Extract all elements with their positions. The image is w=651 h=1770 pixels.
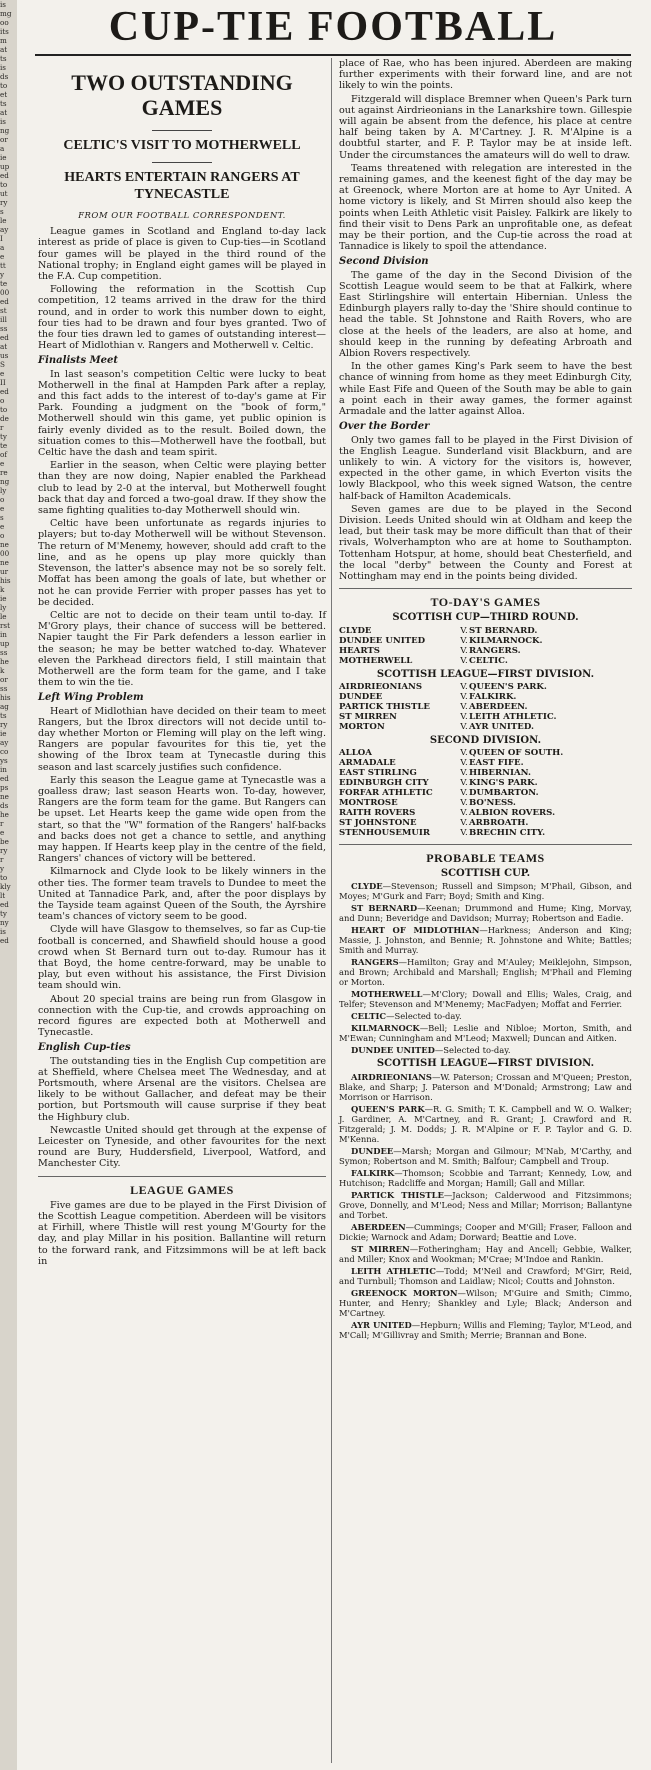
edge-fragment: of [0,450,7,459]
paragraph: Kilmarnock and Clyde look to be likely winners in the other ties. The former team travels to Dundee to meet the United at Tannadice Park, and, after the poor displays by the Tayside team against Queen of the South, the Ayrshire team's chances of victory seem to be good. [38,866,326,923]
edge-fragment: ss [0,324,8,333]
edge-fragment: to [0,405,8,414]
team-lineup [339,1146,632,1166]
edge-fragment: ed [0,297,9,306]
team-lineup [339,1244,632,1264]
fixture-row [339,646,632,656]
versus-mark: V. [460,701,468,712]
edge-fragment: ss [0,684,8,693]
edge-fragment: ag [0,702,9,711]
players: —Selected to-day. [434,1045,511,1056]
edge-fragment: ps [0,783,9,792]
fixture-row [339,808,632,818]
paragraph: Following the reformation in the Scottish Cup competition, 12 teams arrived in the draw for the third round, and in order to work this number down to eight, four ties had to be drawn and four byes granted. Two of the four ties drawn led to games of outstanding interest—Heart of Midlothian v. Rangers and Motherwell v. Celtic. [38,284,326,352]
versus-mark: V. [460,757,468,768]
paragraph: Only two games fall to be played in the First Division of the English League. Sunderland visit Blackburn, and are unlikely to win. A victory for the visitors is, however, expected in the other game, in which Everton visits the lowly Blackpool, who this week signed Watson, the centre half-back of Hamilton Academicals. [339,434,632,502]
fixture-row [339,798,632,808]
paragraph: Early this season the League game at Tynecastle was a goalless draw; last season Hearts won. To-day, however, Rangers are the form team for the game. But Rangers can be upset. Let Hearts keep the game wide open from the start, so that the "W" formation of the Rangers' half-backs and backs does not get a chance to settle, and anything may happen. If Hearts keep play in the centre of the field, Rangers' chances of victory will be bettered. [38,774,326,865]
edge-fragment: is [0,927,6,936]
home-team: STENHOUSEMUIR [339,827,431,838]
players: —Bell; Leslie and Nibloe; Morton, Smith, and M'Ewan; Cunningham and M'Leod; Maxwell; Duncan and Aitken. [339,1023,632,1044]
edge-fragment: r [0,819,4,828]
edge-fragment: at [0,342,8,351]
versus-mark: V. [460,691,468,702]
players: —Cummings; Cooper and M'Gill; Fraser, Falloon and Dickie; Warnock and Adam; Dorward; Beattie and Love. [339,1221,632,1242]
edge-fragment: up [0,639,10,648]
banner-title: CUP-TIE FOOTBALL [108,4,558,50]
edge-fragment: e [0,828,5,837]
edge-fragment: te [0,441,8,450]
home-team: ST MIRREN [339,711,397,722]
versus-mark: V. [460,655,468,666]
paragraph: Clyde will have Glasgow to themselves, so far as Cup-tie football is concerned, and Shawfield should house a good crowd when St Bernard turn out to-day. Rumour has it that Boyd, the home centre-forward, may be unable to play, but even without his assistance, the First Division team should win. [38,924,326,992]
edge-fragment: et [0,90,8,99]
edge-fragment: at [0,45,8,54]
edge-fragment: ay [0,225,9,234]
edge-fragment: o [0,396,5,405]
versus-mark: V. [460,625,468,636]
paragraph: Earlier in the season, when Celtic were playing better than they are now doing, Napier enabled the Parkhead club to lead by 2-0 at the interval, but Motherwell fought back that day and forced a two-goal draw. If they show the same fighting qualities to-day Motherwell should win. [38,460,326,517]
home-team: ALLOA [339,747,372,758]
fixture-row [339,748,632,758]
team-lineup [339,1045,632,1055]
edge-fragment: his [0,576,11,585]
fixture-row [339,818,632,828]
team-name: PARTICK THISTLE [351,1189,444,1200]
fixture-row [339,758,632,768]
paragraph: Teams threatened with relegation are interested in the remaining games, and the keenest fight of the day may be at Greenock, where Morton are at home to Ayr United. A home victory is likely, and St Mirren should also keep the points when Leith Athletic visit Paisley. Falkirk are likely to find their visit to Dens Park an unprofitable one, as defeat may be their portion, and the Cup-tie across the road at Tannadice is likely to spoil the attendance. [339,162,632,253]
edge-fragment: to [0,873,8,882]
edge-fragment: y [0,864,5,873]
clipped-adjacent-column [0,0,18,1770]
edge-fragment: in [0,630,7,639]
fixture-row [339,636,632,646]
players: —Selected to-day. [386,1011,462,1022]
edge-fragment: y [0,270,5,279]
league-games-heading: LEAGUE GAMES [130,1182,234,1197]
edge-fragment: e [0,504,5,513]
away-team: QUEEN OF SOUTH. [469,747,564,758]
edge-fragment: mg [0,9,12,18]
rule [152,162,212,163]
probable-teams-heading: PROBABLE TEAMS [426,850,545,865]
team-name: QUEEN'S PARK [351,1103,425,1114]
edge-fragment: le [0,612,7,621]
edge-fragment: ay [0,738,9,747]
home-team: PARTICK THISTLE [339,701,430,712]
edge-fragment: us [0,351,9,360]
team-lineup [339,1266,632,1286]
edge-fragment: or [0,135,8,144]
section-heading: English Cup-ties [38,1042,131,1054]
paragraph: place of Rae, who has been injured. Aberdeen are making further experiments with their forward line, and are not likely to win the points. [339,58,632,92]
home-team: MOTHERWELL [339,655,413,666]
edge-fragment: ry [0,198,8,207]
paragraph: Celtic are not to decide on their team until to-day. If M'Grory plays, their chance of success will be bettered. Napier taught the Fir Park defenders a lesson earlier in the season; he may be better watched to-day. Whatever eleven the Parkhead directors field, I still maintain that Motherwell are the form team for the game, and I take them to win the tie. [38,609,326,689]
fixture-row [339,788,632,798]
paragraph: Fitzgerald will displace Bremner when Queen's Park turn out against Airdrieonians in the Lanarkshire town. Gillespie will again be absent from the defence, his place at centre half being taken by A. M'Cartney. J. R. M'Alpine is a doubtful starter, and F. P. Taylor may be at inside left. Under the circumstances the amateurs will do well to draw. [339,93,632,161]
edge-fragment: e [0,252,5,261]
edge-fragment: e [0,522,5,531]
edge-fragment: ts [0,711,7,720]
fixture-group-heading: SECOND DIVISION. [429,734,542,746]
away-team: KILMARNOCK. [469,635,543,646]
fixture-list-cup [339,626,632,666]
edge-fragment: o [0,495,5,504]
team-name: ST BERNARD [351,903,418,914]
subheadline-1: CELTIC'S VISIT TO MOTHERWELL [63,138,301,153]
edge-fragment: ty [0,909,7,918]
home-team: DUNDEE UNITED [339,635,426,646]
fixture-row [339,682,632,692]
edge-fragment: o [0,531,5,540]
players: —Jackson; Calderwood and Fitzsimmons; Grove, Donnelly, and M'Leod; Ness and Millar; Morrison; Ballantyne and Torbet. [339,1189,633,1220]
column-rule [331,58,332,1763]
paragraph: In the other games King's Park seem to have the best chance of winning from home as they meet Edinburgh City, while East Fife and Queen of the South may be able to gain a point each in their away games, the former against Armadale and the latter against Alloa. [339,361,632,418]
team-name: AIRDRIEONIANS [351,1071,432,1082]
players: —Stevenson; Russell and Simpson; M'Phail, Gibson, and Moyes; M'Gurk and Farr; Boyd; Smith and King. [339,881,632,902]
team-lineup [339,989,632,1009]
edge-fragment: lt [0,891,6,900]
right-column [339,58,632,1342]
edge-fragment: II [0,378,6,387]
players: —Thomson; Scobbie and Tarrant; Kennedy, Low, and Hutchison; Radcliffe and Morgan; Hamill; Gall and Millar. [339,1167,632,1188]
players: —Hepburn; Willis and Fleming; Taylor, M'Leod, and M'Call; M'Gillivray and Smith; Merrie; Brannan and Bone. [339,1319,632,1340]
home-team: MORTON [339,721,385,732]
edge-fragment: re [0,468,8,477]
team-list-cup [339,881,632,1055]
team-lineup [339,1011,632,1021]
edge-fragment: k [0,585,5,594]
edge-fragment: ry [0,846,8,855]
banner [35,2,631,56]
team-name: ST MIRREN [351,1243,410,1254]
edge-fragment: he [0,810,9,819]
paragraph: The game of the day in the Second Division of the Scottish League would seem to be that at Falkirk, where East Stirlingshire will entertain Hibernian. Unless the Edinburgh players rally to-day the 'Shire should continue to head the table. St Johnstone and Raith Rovers, who are close at the heels of the leaders, are also at home, and should keep in the running by defeating Arbroath and Albion Rovers respectively. [339,269,632,360]
edge-fragment: ts [0,99,7,108]
team-name: GREENOCK MORTON [351,1287,458,1298]
team-name: HEART OF MIDLOTHIAN [351,925,480,936]
fixture-list-second-division [339,748,632,838]
edge-fragment: r [0,855,4,864]
edge-fragment: ed [0,387,9,396]
players: —Wilson; M'Guire and Smith; Cimmo, Hunter, and Henry; Shankley and Lyle; Black; Anderson and M'Cartney. [339,1287,632,1318]
team-lineup [339,1320,632,1340]
team-name: DUNDEE [351,1145,394,1156]
edge-fragment: a [0,144,5,153]
edge-fragment: is [0,117,6,126]
fixture-row [339,626,632,636]
team-name: AYR UNITED [351,1319,412,1330]
home-team: CLYDE [339,625,372,636]
edge-fragment: s [0,207,4,216]
edge-fragment: S [0,360,5,369]
away-team: FALKIRK. [469,691,517,702]
team-lineup [339,903,632,923]
fixture-row [339,722,632,732]
edge-fragment: tt [0,261,6,270]
todays-games-heading: TO-DAY'S GAMES [430,595,541,610]
versus-mark: V. [460,797,468,808]
edge-fragment: ng [0,477,10,486]
team-lineup [339,1168,632,1188]
newspaper-page [17,0,651,1770]
edge-fragment: his [0,693,11,702]
edge-fragment: ne [0,558,9,567]
subheadline-2: HEARTS ENTERTAIN RANGERS AT TYNECASTLE [64,170,300,202]
team-lineup [339,1072,632,1102]
edge-fragment: ty [0,432,7,441]
section-heading: Left Wing Problem [38,692,144,704]
edge-fragment: ie [0,153,7,162]
home-team: DUNDEE [339,691,383,702]
away-team: ALBION ROVERS. [469,807,556,818]
paragraph: The outstanding ties in the English Cup competition are at Sheffield, where Chelsea meet The Wednesday, and at Portsmouth, where Arsenal are the visitors. Chelsea are likely to be without Gallacher, and defeat may be their portion, but Portsmouth will cause surprise if they beat the Highbury club. [38,1055,326,1123]
edge-fragment: oo [0,18,9,27]
away-team: DUMBARTON. [469,787,539,798]
paragraph: Newcastle United should get through at the expense of Leicester on Tyneside, and other favourites for the next round are Bury, Huddersfield, Liverpool, Watford, and Manchester City. [38,1124,326,1170]
edge-fragment: ds [0,801,9,810]
edge-fragment: in [0,765,7,774]
team-name: CLYDE [351,881,383,892]
edge-fragment: ts [0,54,7,63]
paragraph: Seven games are due to be played in the Second Division. Leeds United should win at Oldham and keep the lead, but their task may be more difficult than that of their rivals, Wolverhampton who are at home to Southampton. Tottenham Hotspur, at home, should beat Chesterfield, and the local "derby" between the County and Forest at Nottingham may end in the points being divided. [339,503,632,582]
players: —Harkness; Anderson and King; Massie, J. Johnston, and Bennie; R. Johnstone and White; Battles; Smith and Murray. [339,925,633,956]
fixture-row [339,712,632,722]
team-name: ABERDEEN [351,1221,406,1232]
team-name: CELTIC [351,1011,387,1022]
home-team: MONTROSE [339,797,398,808]
fixture-row [339,702,632,712]
edge-fragment: ly [0,603,7,612]
away-team: EAST FIFE. [469,757,524,768]
away-team: CELTIC. [469,655,508,666]
edge-fragment: ed [0,900,9,909]
separator [38,1176,326,1177]
fixture-row [339,768,632,778]
teams-group-heading: SCOTTISH CUP. [440,868,531,880]
section-heading: Over the Border [339,421,430,433]
edge-fragment: ds [0,72,9,81]
edge-fragment: 00 [0,288,10,297]
edge-fragment: 00 [0,549,10,558]
home-team: FORFAR ATHLETIC [339,787,433,798]
versus-mark: V. [460,827,468,838]
away-team: HIBERNIAN. [469,767,531,778]
away-team: KING'S PARK. [469,777,538,788]
team-lineup [339,1190,632,1220]
home-team: HEARTS [339,645,380,656]
rule [152,130,212,131]
away-team: ST BERNARD. [469,625,538,636]
edge-fragment: e [0,369,5,378]
edge-fragment: ie [0,594,7,603]
edge-fragment: st [0,306,7,315]
players: —Keenan; Drummond and Hume; King, Morvay, and Dunn; Beveridge and Davidson; Murray; Robertson and Eadie. [339,903,632,924]
edge-fragment: ed [0,774,9,783]
left-column [38,58,326,1269]
edge-fragment: ly [0,486,7,495]
fixture-group-heading: SCOTTISH LEAGUE—FIRST DIVISION. [376,668,595,680]
paragraph: Celtic have been unfortunate as regards injuries to players; but to-day Motherwell will be without Stevenson. The return of M'Menemy, however, should add craft to the line, and as he opens up play more quickly than Stevenson, the latter's absence may not be so sorely felt. Moffat has been among the goals of late, but whether or not he can provide Ferrier with proper passes has yet to be decided. [38,518,326,608]
byline: FROM OUR FOOTBALL CORRESPONDENT. [78,211,286,221]
players: —Hamilton; Gray and M'Auley; Meiklejohn, Simpson, and Brown; Archibald and Marshall; English; M'Phail and Fleming or Morton. [339,957,632,988]
players: —Marsh; Morgan and Gilmour; M'Nab, M'Carthy, and Symon; Robertson and M. Smith; Balfour; Campbell and Troup. [339,1145,632,1166]
edge-fragment: k [0,666,5,675]
team-lineup [339,1104,632,1144]
team-name: RANGERS [351,957,399,968]
versus-mark: V. [460,635,468,646]
paragraph: About 20 special trains are being run from Glasgow in connection with the Cup-tie, and crowds approaching on record figures are expected both at Motherwell and Tynecastle. [38,993,326,1039]
team-name: DUNDEE UNITED [351,1045,435,1056]
edge-fragment: kly [0,882,11,891]
players: —Todd; M'Neil and Crawford; M'Girr, Reid, and Turnbull; Thomson and Laidlaw; Nicol; Coutts and Johnston. [339,1265,632,1286]
versus-mark: V. [460,787,468,798]
players: —W. Paterson; Crossan and M'Queen; Preston, Blake, and Sharp; J. Paterson and M'Donald; Armstrong; Law and Morrison or Harrison. [339,1071,632,1102]
edge-fragment: te [0,279,8,288]
edge-fragment: ne [0,792,9,801]
team-name: MOTHERWELL [351,989,423,1000]
headline: TWO OUTSTANDING GAMES [71,70,293,120]
team-lineup [339,1023,632,1043]
edge-fragment: m [0,36,7,45]
home-team: ST JOHNSTONE [339,817,417,828]
fixture-row [339,656,632,666]
away-team: AYR UNITED. [469,721,534,732]
team-list-league [339,1072,632,1340]
team-name: KILMARNOCK [351,1023,420,1034]
edge-fragment: ed [0,333,9,342]
edge-fragment: ed [0,171,9,180]
edge-fragment: ur [0,567,9,576]
players: —M'Clory; Dowall and Ellis; Wales, Craig, and Telfer; Stevenson and M'Menemy; MacFadyen; Moffat and Ferrier. [339,989,632,1010]
versus-mark: V. [460,721,468,732]
versus-mark: V. [460,711,468,722]
fixture-row [339,778,632,788]
fixture-row [339,828,632,838]
paragraph: Five games are due to be played in the First Division of the Scottish League competition. Aberdeen will be visitors at Firhill, where Thistle will rest young M'Gourty for the day, and play Millar in his position. Ballantine will return to the forward rank, and Fitzsimmons will be at left back in [38,1199,326,1267]
edge-fragment: ny [0,918,9,927]
edge-fragment: le [0,216,7,225]
away-team: ABERDEEN. [469,701,528,712]
edge-fragment: ry [0,720,8,729]
paragraph: In last season's competition Celtic were lucky to beat Motherwell in the final at Hampden Park after a replay, and this fact adds to the interest of to-day's game at Fir Park. Founding a judgment on the "book of form," Motherwell should win this game, yet public opinion is fairly evenly divided as to the result. Boiled down, the situation comes to this—Motherwell have the football, but Celtic have the dash and team spirit. [38,368,326,459]
players: —Fotheringham; Hay and Ancell; Gebbie, Walker, and Miller; Knox and Wookman; M'Crae; M'Indoe and Rankin. [339,1243,632,1264]
edge-fragment: up [0,162,10,171]
team-lineup [339,1288,632,1318]
edge-fragment: de [0,414,9,423]
away-team: QUEEN'S PARK. [469,681,547,692]
versus-mark: V. [460,681,468,692]
edge-fragment: ys [0,756,8,765]
edge-fragment: a [0,243,5,252]
team-lineup [339,1222,632,1242]
team-lineup [339,925,632,955]
away-team: BRECHIN CITY. [469,827,546,838]
team-lineup [339,957,632,987]
team-name: LEITH ATHLETIC [351,1265,436,1276]
edge-fragment: r [0,423,4,432]
home-team: ARMADALE [339,757,396,768]
versus-mark: V. [460,807,468,818]
edge-fragment: co [0,747,9,756]
versus-mark: V. [460,817,468,828]
versus-mark: V. [460,645,468,656]
separator [339,588,632,589]
edge-fragment: ie [0,729,7,738]
away-team: LEITH ATHLETIC. [469,711,557,722]
edge-fragment: ss [0,648,8,657]
edge-fragment: to [0,180,8,189]
home-team: EAST STIRLING [339,767,417,778]
away-team: RANGERS. [469,645,521,656]
teams-group-heading: SCOTTISH LEAGUE—FIRST DIVISION. [376,1058,595,1070]
away-team: ARBROATH. [469,817,529,828]
versus-mark: V. [460,767,468,778]
edge-fragment: to [0,81,8,90]
versus-mark: V. [460,747,468,758]
edge-fragment: ng [0,126,10,135]
section-heading: Second Division [339,256,429,268]
away-team: BO'NESS. [469,797,516,808]
edge-fragment: its [0,27,9,36]
edge-fragment: e [0,459,5,468]
edge-fragment: ed [0,936,9,945]
home-team: RAITH ROVERS [339,807,416,818]
edge-fragment: he [0,657,9,666]
edge-fragment: be [0,837,9,846]
versus-mark: V. [460,777,468,788]
edge-fragment: or [0,675,8,684]
edge-fragment: s [0,513,4,522]
players: —R. G. Smith; T. K. Campbell and W. O. Walker; J. Gardiner, A. M'Cartney, and R. Grant; J. Crawford and R. Fitzgerald; J. M. Dodds; J. R. M'Alpine or F. P. Taylor and G. D. M'Kenna. [339,1103,632,1144]
paragraph: Heart of Midlothian have decided on their team to meet Rangers, but the Ibrox directors will not decide until to-day whether Morton or Fleming will play on the left wing. Rangers are popular favourites for this tie, yet the showing of the Ibrox team at Tynecastle during this season and last scarcely justifies such confidence. [38,705,326,773]
separator [339,844,632,845]
edge-fragment: is [0,63,6,72]
paragraph: League games in Scotland and England to-day lack interest as pride of place is given to Cup-ties—in Scotland four games will be played in the third round of the National trophy; in England eight games will be played in the F.A. Cup competition. [38,226,326,283]
edge-fragment: at [0,108,8,117]
edge-fragment: ne [0,540,9,549]
fixture-row [339,692,632,702]
edge-fragment: ill [0,315,7,324]
home-team: EDINBURGH CITY [339,777,429,788]
edge-fragment: I [0,234,3,243]
fixture-list-first-division [339,682,632,732]
edge-fragment: ut [0,189,8,198]
team-name: FALKIRK [351,1167,395,1178]
edge-fragment: rst [0,621,11,630]
fixture-group-heading: SCOTTISH CUP—THIRD ROUND. [392,612,579,624]
home-team: AIRDRIEONIANS [339,681,423,692]
edge-fragment: is [0,0,6,9]
team-lineup [339,881,632,901]
section-heading: Finalists Meet [38,355,119,367]
